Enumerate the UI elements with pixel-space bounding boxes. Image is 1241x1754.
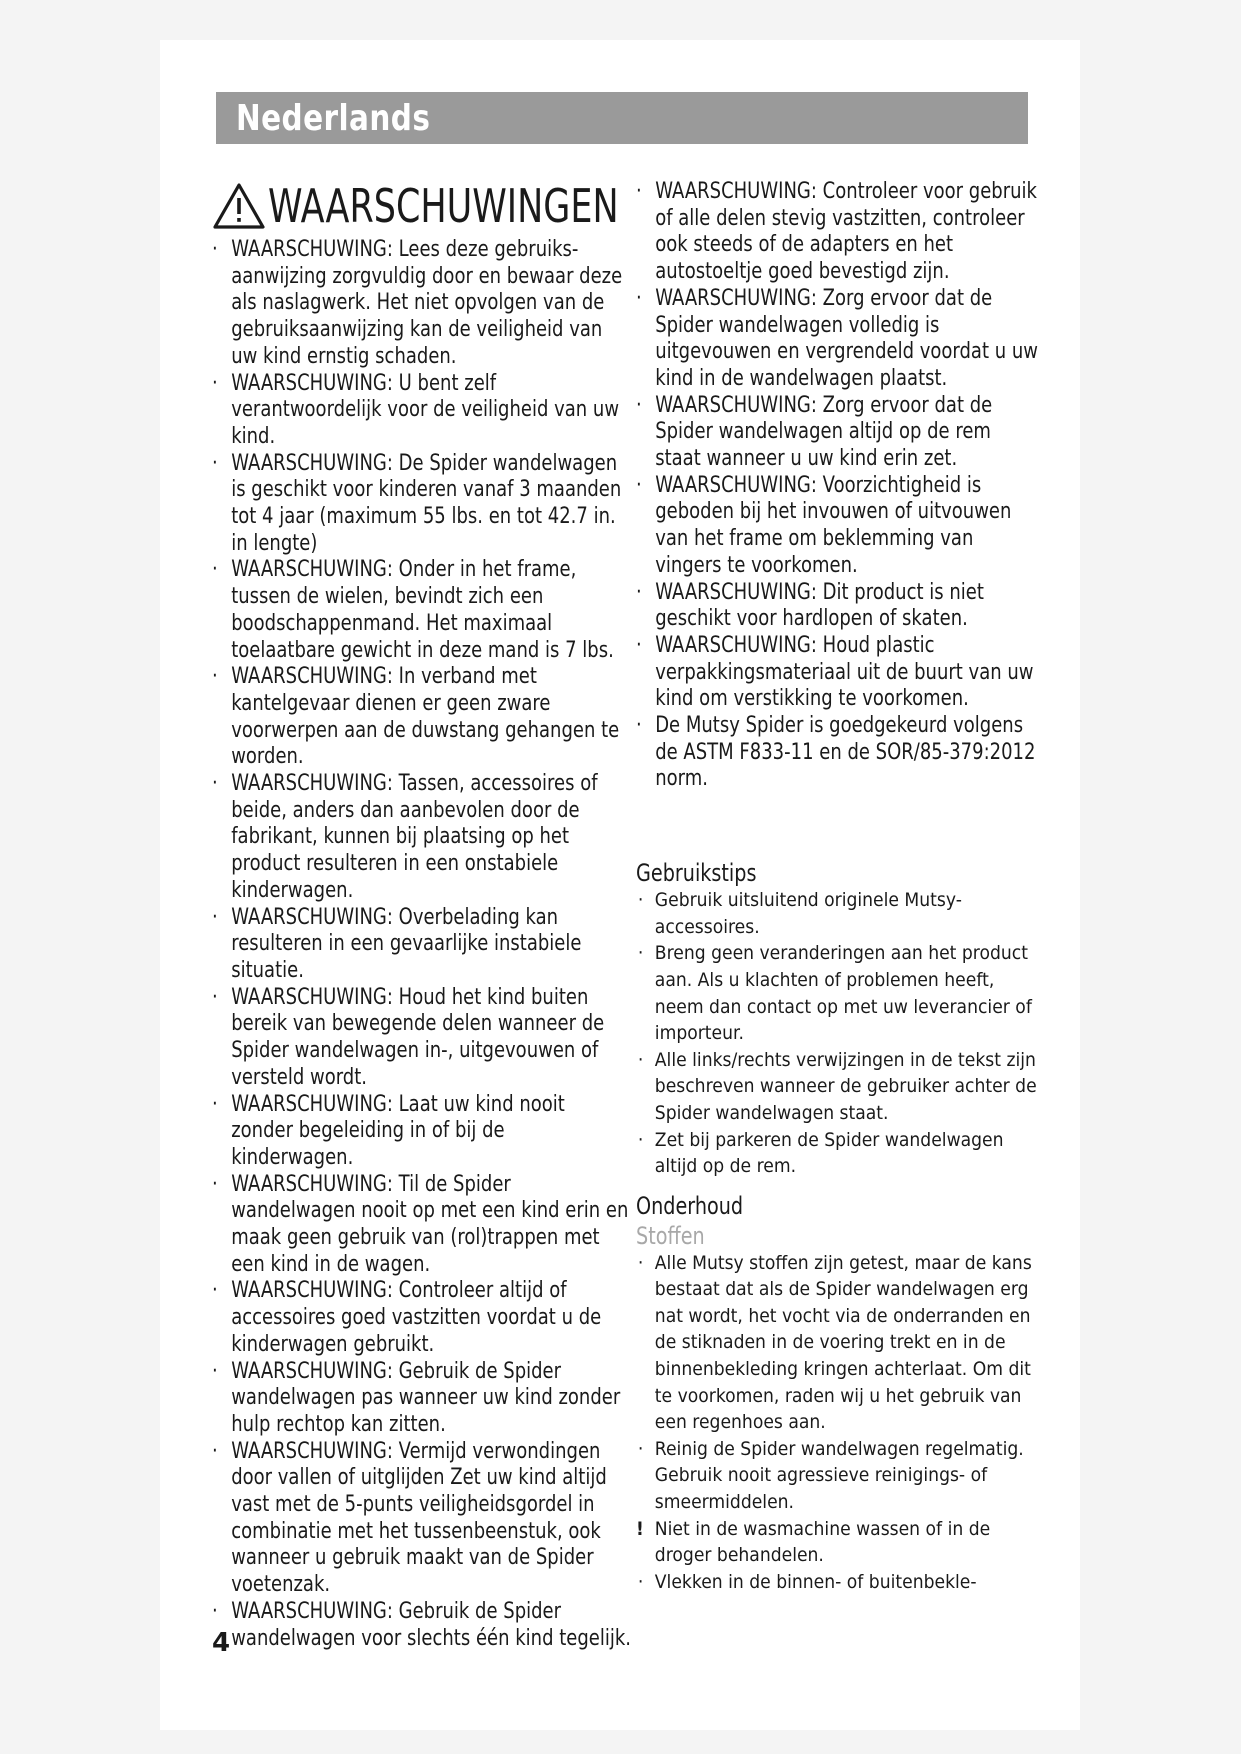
warning-item: · WAARSCHUWING: Controleer altijd of accessoires goed vastzitten voordat u de kinderwagen gebruikt. xyxy=(212,1277,632,1357)
warning-item: · WAARSCHUWING: Gebruik de Spider wandelwagen voor slechts één kind tegelijk. xyxy=(212,1598,632,1651)
tip-item: · Zet bij parkeren de Spider wandelwagen altijd op de rem. xyxy=(636,1128,1040,1181)
warning-item: · De Mutsy Spider is goedgekeurd volgens de ASTM F833-11 en de SOR/85-379:2012 norm. xyxy=(636,712,1041,792)
warning-item: · WAARSCHUWING: Zorg ervoor dat de Spider wandelwagen altijd op de rem staat wanneer u uw kind erin zet. xyxy=(636,392,1041,472)
tip-item: · Breng geen veranderingen aan het product aan. Als u klachten of problemen heeft, neem dan contact op met uw leverancier of importeur. xyxy=(636,941,1040,1047)
maintenance-item: · Reinig de Spider wandelwagen regelmatig. Gebruik nooit agressieve reinigings- of smeermiddelen. xyxy=(636,1437,1040,1517)
warning-item: · WAARSCHUWING: Voorzichtigheid is geboden bij het invouwen of uitvouwen van het frame om beklemming van vingers te voorkomen. xyxy=(636,472,1041,579)
maintenance-title: Onderhoud xyxy=(636,1191,744,1220)
warning-item: · WAARSCHUWING: Overbelading kan resulteren in een gevaarlijke instabiele situatie. xyxy=(212,904,632,984)
left-column xyxy=(212,178,632,1651)
maintenance-warning-item: ! Niet in de wasmachine wassen of in de droger behandelen. xyxy=(636,1517,1040,1570)
warning-item: · WAARSCHUWING: Laat uw kind nooit zonder begeleiding in of bij de kinderwagen. xyxy=(212,1091,632,1171)
warning-triangle-icon xyxy=(212,182,266,230)
tip-item: · Gebruik uitsluitend originele Mutsy-accessoires. xyxy=(636,888,1040,941)
warning-item: · WAARSCHUWING: De Spider wandelwagen is geschikt voor kinderen vanaf 3 maanden tot 4 jaar (maximum 55 lbs. en tot 42.7 in. in lengte) xyxy=(212,450,632,557)
warning-item: · WAARSCHUWING: Zorg ervoor dat de Spider wandelwagen volledig is uitgevouwen en vergrendeld voordat u uw kind in de wandelwagen plaatst. xyxy=(636,285,1041,392)
language-title: Nederlands xyxy=(236,98,431,139)
warnings-heading-text: WAARSCHUWINGEN xyxy=(268,179,619,233)
warnings-heading xyxy=(212,178,632,234)
warning-item: · WAARSCHUWING: Lees deze gebruiks-aanwijzing zorgvuldig door en bewaar deze als naslagwerk. Het niet opvolgen van de gebruiksaanwijzing kan de veiligheid van uw kind ernstig schaden. xyxy=(212,236,632,370)
warning-item: · WAARSCHUWING: Tassen, accessoires of beide, anders dan aanbevolen door de fabrikant, kunnen bij plaatsing op het product resulteren in een onstabiele kinderwagen. xyxy=(212,770,632,904)
maintenance-item: · Alle Mutsy stoffen zijn getest, maar de kans bestaat dat als de Spider wandelwagen erg nat wordt, het vocht via de onderranden en de stiknaden in de voering trekt en in de binnenbekleding kringen achterlaat. Om dit te voorkomen, raden wij u het gebruik van een regenhoes aan. xyxy=(636,1251,1040,1437)
language-banner xyxy=(216,92,1028,144)
tip-item: · Alle links/rechts verwijzingen in de tekst zijn beschreven wanneer de gebruiker achter de Spider wandelwagen staat. xyxy=(636,1048,1040,1128)
warning-item: · WAARSCHUWING: Vermijd verwondingen door vallen of uitglijden Zet uw kind altijd vast met de 5-punts veiligheidsgordel in combinatie met het tussenbeenstuk, ook wanneer u gebruik maakt van de Spider voetenzak. xyxy=(212,1438,632,1598)
fabrics-subtitle: Stoffen xyxy=(636,1221,705,1250)
page-number: 4 xyxy=(212,1628,231,1658)
maintenance-item: · Vlekken in de binnen- of buitenbekle- xyxy=(636,1570,1040,1597)
right-warning-list xyxy=(636,178,1041,792)
warning-item: · WAARSCHUWING: Houd het kind buiten bereik van bewegende delen wanneer de Spider wandelwagen in-, uitgevouwen of versteld wordt. xyxy=(212,984,632,1091)
warning-item: · WAARSCHUWING: U bent zelf verantwoordelijk voor de veiligheid van uw kind. xyxy=(212,370,632,450)
left-warning-list xyxy=(212,236,632,1651)
tips-title: Gebruikstips xyxy=(636,859,757,888)
warning-item: · WAARSCHUWING: Onder in het frame, tussen de wielen, bevindt zich een boodschappenmand. Het maximaal toelaatbare gewicht in deze mand is 7 lbs. xyxy=(212,556,632,663)
warning-item: · WAARSCHUWING: Til de Spider wandelwagen nooit op met een kind erin en maak geen gebruik van (rol)trappen met een kind in de wagen. xyxy=(212,1171,632,1278)
tips-list xyxy=(636,888,1040,1181)
right-column xyxy=(636,178,1041,1596)
warning-item: · WAARSCHUWING: Controleer voor gebruik of alle delen stevig vastzitten, controleer ook steeds of de adapters en het autostoeltje goed bevestigd zijn. xyxy=(636,178,1041,285)
maintenance-list xyxy=(636,1251,1040,1597)
warning-item: · WAARSCHUWING: In verband met kantelgevaar dienen er geen zware voorwerpen aan de duwstang gehangen te worden. xyxy=(212,663,632,770)
warning-item: · WAARSCHUWING: Gebruik de Spider wandelwagen pas wanneer uw kind zonder hulp rechtop kan zitten. xyxy=(212,1358,632,1438)
warning-item: · WAARSCHUWING: Dit product is niet geschikt voor hardlopen of skaten. xyxy=(636,579,1041,632)
warning-item: · WAARSCHUWING: Houd plastic verpakkingsmateriaal uit de buurt van uw kind om verstikking te voorkomen. xyxy=(636,632,1041,712)
